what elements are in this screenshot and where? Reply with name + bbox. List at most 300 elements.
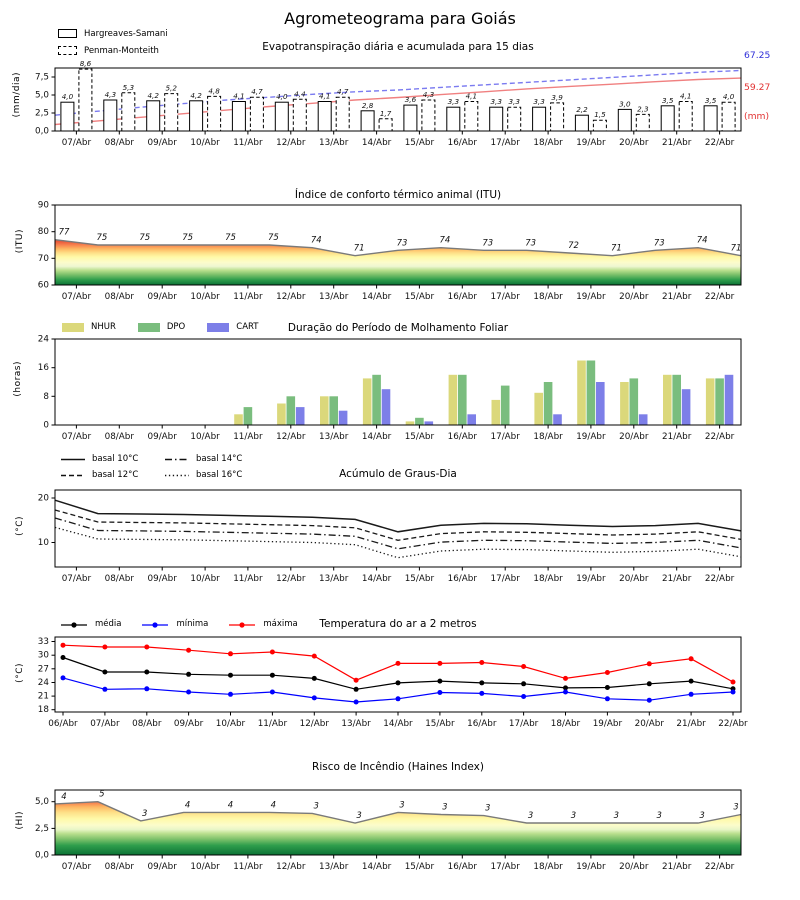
temp-marker — [605, 685, 610, 690]
temp-marker — [731, 680, 736, 685]
x-tick-label: 18/Abr — [550, 719, 581, 729]
molhamento-title: Duração do Período de Molhamento Foliar — [287, 322, 509, 334]
y-tick-label: 0 — [43, 420, 49, 431]
etp-bar — [704, 106, 717, 131]
temp-marker — [102, 687, 107, 692]
etp-bar — [447, 107, 460, 131]
legend-item-basal14 — [164, 452, 284, 465]
accum-total-penman: 67.25 — [744, 50, 771, 61]
basal16-label: basal 16°C — [196, 469, 243, 480]
cart-bar — [382, 389, 391, 425]
temp-marker — [270, 690, 275, 695]
temp-marker — [102, 670, 107, 675]
x-tick-label: 18/Abr — [533, 138, 563, 148]
nhur-bar — [234, 414, 243, 425]
swatch-marker — [153, 622, 158, 627]
x-tick-label: 16/Abr — [447, 138, 477, 148]
haines-point-label: 4 — [270, 800, 277, 811]
máxima-marker-swatch — [228, 620, 256, 630]
y-tick-label: 5,0 — [35, 90, 49, 101]
temp-marker — [354, 678, 359, 683]
x-tick-label: 18/Abr — [533, 862, 563, 872]
itu-point-label: 71 — [610, 243, 622, 254]
nhur-bar — [449, 375, 458, 425]
dpo-bar — [715, 378, 724, 425]
bar-value-label: 3,5 — [704, 95, 717, 105]
bar-value-label: 5,2 — [165, 83, 177, 93]
cart-bar — [296, 407, 305, 425]
haines-point-label: 3 — [656, 811, 662, 822]
swatch-marker — [240, 622, 245, 627]
y-tick-label: 8 — [43, 391, 49, 402]
degree-day-line — [55, 500, 741, 532]
x-tick-label: 12/Abr — [299, 719, 329, 729]
x-tick-label: 18/Abr — [533, 432, 563, 442]
média-marker-swatch — [60, 620, 88, 630]
x-tick-label: 21/Abr — [662, 432, 692, 442]
x-tick-label: 07/Abr — [61, 432, 92, 442]
temp-marker — [479, 691, 484, 696]
x-tick-label: 13/Abr — [319, 432, 349, 442]
cart-bar — [467, 414, 476, 425]
cart-label: CART — [236, 322, 259, 332]
bar-value-label: 3,0 — [619, 99, 631, 109]
etp-bar — [250, 97, 263, 131]
graus-dia-legend — [60, 452, 284, 481]
y-tick-label: 90 — [37, 200, 49, 211]
haines-point-label: 3 — [356, 811, 362, 822]
temp-marker — [186, 690, 191, 695]
x-tick-label: 12/Abr — [276, 862, 306, 872]
accum-total-hargreaves: 59.27 — [744, 82, 771, 93]
nhur-label: NHUR — [91, 322, 116, 332]
temp-marker — [605, 670, 610, 675]
swatch-marker — [71, 622, 76, 627]
cart-bar — [553, 414, 562, 425]
temp-marker — [396, 661, 401, 666]
bar-value-label: 4,8 — [208, 86, 220, 96]
itu-ylabel: (ITU) — [15, 229, 25, 254]
legend-item-media — [60, 615, 121, 634]
cart-bar — [725, 375, 734, 425]
x-tick-label: 16/Abr — [447, 574, 477, 584]
bar-value-label: 5,3 — [122, 82, 135, 92]
x-tick-label: 14/Abr — [361, 292, 392, 302]
x-tick-label: 17/Abr — [508, 719, 539, 729]
temp-marker — [102, 645, 107, 650]
y-tick-label: 33 — [37, 637, 49, 648]
x-tick-label: 22/Abr — [704, 292, 735, 302]
temp-marker — [647, 661, 652, 666]
etp-bar — [593, 120, 606, 131]
x-tick-label: 07/Abr — [61, 292, 92, 302]
x-tick-label: 22/Abr — [704, 862, 735, 872]
x-tick-label: 20/Abr — [619, 862, 649, 872]
haines-point-label: 3 — [313, 801, 319, 812]
x-tick-label: 21/Abr — [662, 574, 692, 584]
y-tick-label: 30 — [37, 650, 49, 661]
bar-value-label: 2,3 — [637, 104, 649, 114]
etp-bar — [208, 96, 221, 131]
x-tick-label: 19/Abr — [576, 292, 606, 302]
temp-marker — [689, 679, 694, 684]
y-tick-label: 7,5 — [35, 72, 49, 83]
evapo-legend — [58, 25, 168, 59]
dpo-bar — [672, 375, 681, 425]
x-tick-label: 21/Abr — [662, 292, 692, 302]
x-tick-label: 15/Abr — [404, 138, 435, 148]
x-tick-label: 11/Abr — [233, 862, 263, 872]
temp-marker — [689, 656, 694, 661]
etp-bar — [232, 102, 245, 132]
basal 16°C-line-swatch — [164, 471, 190, 480]
itu-point-label: 74 — [439, 235, 451, 246]
minima-label: mínima — [176, 619, 209, 629]
etp-bar — [379, 119, 392, 131]
etp-bar — [465, 102, 478, 132]
basal14-label: basal 14°C — [196, 453, 243, 464]
haines-point-label: 3 — [527, 811, 534, 822]
etp-bar — [122, 93, 135, 131]
x-tick-label: 15/Abr — [404, 292, 435, 302]
maxima-swatch — [228, 615, 256, 634]
itu-point-label: 73 — [525, 238, 537, 249]
etp-bar — [508, 107, 521, 131]
x-tick-label: 10/Abr — [190, 138, 220, 148]
bar-value-label: 8,6 — [79, 59, 92, 69]
temp-marker — [228, 673, 233, 678]
molhamento-legend — [62, 320, 259, 334]
x-tick-label: 09/Abr — [147, 432, 177, 442]
itu-point-label: 71 — [730, 243, 742, 254]
x-tick-label: 08/Abr — [104, 574, 134, 584]
dpo-bar — [372, 375, 381, 425]
itu-point-label: 75 — [267, 233, 279, 243]
itu-title: Índice de conforto térmico animal (ITU) — [294, 189, 502, 201]
bar-value-label: 4,0 — [722, 92, 735, 102]
nhur-bar — [534, 393, 543, 425]
x-tick-label: 09/Abr — [173, 719, 204, 729]
y-tick-label: 2,5 — [35, 823, 49, 834]
temp-marker — [521, 681, 526, 686]
legend-item-hargreaves — [58, 25, 168, 42]
bar-value-label: 4,7 — [251, 87, 263, 97]
chart-itu — [38, 201, 742, 303]
x-tick-label: 08/Abr — [132, 719, 162, 729]
basal12-swatch — [60, 465, 86, 484]
x-tick-label: 12/Abr — [276, 138, 306, 148]
minima-swatch — [141, 615, 169, 634]
itu-point-label: 74 — [310, 235, 322, 246]
x-tick-label: 22/Abr — [704, 432, 735, 442]
dpo-bar — [587, 361, 596, 426]
y-tick-label: 60 — [37, 280, 49, 291]
temp-marker — [61, 655, 66, 660]
x-tick-label: 20/Abr — [634, 719, 664, 729]
bar-value-label: 2,8 — [361, 100, 374, 110]
x-tick-label: 10/Abr — [190, 574, 220, 584]
hargreaves-label: Hargreaves-Samani — [84, 28, 168, 39]
temp-marker — [521, 664, 526, 669]
x-tick-label: 08/Abr — [104, 432, 134, 442]
molhamento-ylabel: (horas) — [13, 361, 23, 397]
etp-bar — [275, 102, 288, 131]
temp-marker — [186, 672, 191, 677]
haines-point-label: 3 — [733, 802, 739, 813]
y-tick-label: 24 — [37, 334, 49, 345]
x-tick-label: 20/Abr — [619, 138, 649, 148]
y-tick-label: 5,0 — [35, 797, 49, 808]
chart-haines — [35, 790, 741, 872]
bar-value-label: 3,9 — [551, 92, 563, 102]
etp-bar — [104, 100, 117, 131]
etp-bar — [61, 102, 74, 131]
y-tick-label: 16 — [37, 363, 49, 374]
bar-value-label: 3,3 — [490, 97, 502, 107]
etp-bar — [533, 107, 546, 131]
y-tick-label: 0,0 — [35, 850, 49, 861]
x-tick-label: 07/Abr — [61, 138, 92, 148]
axes-frame — [55, 490, 741, 567]
etp-bar — [490, 107, 503, 131]
x-tick-label: 19/Abr — [592, 719, 623, 729]
dpo-label: DPO — [166, 322, 186, 332]
y-tick-label: 21 — [37, 691, 49, 702]
x-tick-label: 06/Abr — [48, 719, 78, 729]
etp-bar — [636, 114, 649, 131]
nhur-swatch — [62, 323, 84, 332]
cart-bar — [425, 421, 434, 425]
legend-item-dpo — [138, 322, 185, 332]
bar-value-label: 4,4 — [294, 89, 306, 99]
temp-marker — [354, 700, 359, 705]
x-tick-label: 08/Abr — [104, 292, 134, 302]
y-tick-label: 70 — [37, 253, 49, 264]
x-tick-label: 13/Abr — [319, 574, 349, 584]
legend-item-penman — [58, 42, 168, 59]
chart-graus_dia — [38, 490, 741, 584]
etp-bar — [618, 109, 631, 131]
legend-item-cart — [207, 322, 258, 332]
graus-dia-title: Acúmulo de Graus-Dia — [339, 468, 457, 480]
x-tick-label: 09/Abr — [147, 574, 177, 584]
bar-value-label: 4,7 — [336, 87, 349, 97]
chart-temperatura — [38, 637, 748, 729]
nhur-bar — [363, 378, 372, 425]
etp-bar — [165, 94, 178, 131]
dpo-bar — [501, 386, 510, 425]
x-tick-label: 09/Abr — [147, 292, 177, 302]
nhur-bar — [320, 396, 329, 425]
x-tick-label: 08/Abr — [104, 862, 134, 872]
x-tick-label: 08/Abr — [104, 138, 134, 148]
x-tick-label: 11/Abr — [257, 719, 288, 729]
temp-marker — [270, 673, 275, 678]
x-tick-label: 14/Abr — [361, 574, 392, 584]
haines-point-label: 4 — [227, 800, 234, 811]
haines-point-label: 4 — [184, 800, 191, 811]
x-tick-label: 14/Abr — [383, 719, 413, 729]
x-tick-label: 10/Abr — [190, 292, 220, 302]
temp-marker — [61, 675, 66, 680]
y-tick-label: 24 — [37, 677, 49, 688]
itu-point-label: 75 — [225, 233, 236, 243]
basal16-swatch — [164, 465, 190, 484]
evapo-ylabel: (mm/dia) — [12, 72, 22, 118]
temp-marker — [396, 696, 401, 701]
mínima-marker-swatch — [141, 620, 169, 630]
cart-bar — [639, 414, 648, 425]
nhur-bar — [277, 404, 286, 426]
temp-marker — [479, 680, 484, 685]
bar-value-label: 4,3 — [104, 90, 117, 100]
nhur-bar — [706, 378, 715, 425]
x-tick-label: 22/Abr — [704, 574, 735, 584]
bar-value-label: 3,5 — [661, 95, 674, 105]
x-tick-label: 11/Abr — [233, 574, 263, 584]
bar-value-label: 1,5 — [594, 110, 606, 120]
temperatura-title: Temperatura do ar a 2 metros — [319, 618, 477, 630]
itu-point-label: 75 — [182, 233, 194, 243]
x-tick-label: 15/Abr — [404, 862, 435, 872]
nhur-bar — [492, 400, 501, 425]
bar-value-label: 2,2 — [576, 105, 588, 115]
media-swatch — [60, 615, 88, 634]
bar-value-label: 4,2 — [190, 90, 202, 100]
x-tick-label: 15/Abr — [404, 574, 435, 584]
etp-bar — [575, 115, 588, 131]
x-tick-label: 16/Abr — [447, 292, 477, 302]
temp-marker — [270, 650, 275, 655]
temp-marker — [731, 690, 736, 695]
etp-bar — [422, 100, 435, 131]
cart-bar — [682, 389, 691, 425]
temp-marker — [521, 694, 526, 699]
basal12-label: basal 12°C — [92, 469, 139, 480]
dpo-bar — [415, 418, 424, 425]
etp-bar — [336, 97, 349, 131]
x-tick-label: 07/Abr — [90, 719, 120, 729]
etp-bar — [679, 102, 692, 132]
dpo-bar — [544, 382, 553, 425]
x-tick-label: 20/Abr — [619, 574, 649, 584]
haines-point-label: 3 — [699, 811, 705, 822]
temp-marker — [228, 651, 233, 656]
x-tick-label: 18/Abr — [533, 292, 563, 302]
x-tick-label: 10/Abr — [215, 719, 246, 729]
basal 14°C-line-swatch — [164, 455, 190, 464]
x-tick-label: 07/Abr — [61, 862, 92, 872]
basal 12°C-line-swatch — [60, 471, 86, 480]
y-tick-label: 20 — [37, 493, 49, 504]
haines-point-label: 3 — [142, 808, 148, 819]
media-label: média — [95, 619, 122, 629]
x-tick-label: 14/Abr — [361, 138, 392, 148]
x-tick-label: 13/Abr — [319, 862, 349, 872]
haines-point-label: 3 — [442, 802, 448, 813]
etp-bar — [551, 103, 564, 131]
temp-marker — [647, 698, 652, 703]
bar-value-label: 1,7 — [379, 108, 392, 118]
x-tick-label: 16/Abr — [447, 432, 477, 442]
temp-marker — [61, 643, 66, 648]
x-tick-label: 12/Abr — [276, 432, 306, 442]
x-tick-label: 12/Abr — [276, 574, 306, 584]
x-tick-label: 21/Abr — [662, 862, 692, 872]
x-tick-label: 16/Abr — [467, 719, 497, 729]
dpo-bar — [287, 396, 296, 425]
etp-bar — [318, 102, 331, 132]
x-tick-label: 13/Abr — [341, 719, 371, 729]
x-tick-label: 14/Abr — [361, 862, 392, 872]
x-tick-label: 22/Abr — [704, 138, 735, 148]
bar-value-label: 3,6 — [404, 95, 417, 105]
haines-point-label: 3 — [570, 811, 577, 822]
x-tick-label: 20/Abr — [619, 432, 649, 442]
itu-point-label: 73 — [482, 238, 494, 249]
haines-point-label: 4 — [61, 791, 67, 802]
penman-label: Penman-Monteith — [84, 45, 159, 56]
y-tick-label: 2,5 — [35, 108, 49, 119]
temp-marker — [144, 670, 149, 675]
temp-marker — [144, 686, 149, 691]
itu-point-label: 74 — [696, 235, 708, 246]
x-tick-label: 19/Abr — [576, 138, 606, 148]
itu-point-label: 73 — [653, 238, 665, 249]
temp-marker — [647, 681, 652, 686]
x-tick-label: 21/Abr — [662, 138, 692, 148]
x-tick-label: 20/Abr — [619, 292, 649, 302]
nhur-bar — [663, 375, 672, 425]
x-tick-label: 11/Abr — [233, 432, 263, 442]
itu-point-label: 72 — [568, 241, 579, 251]
x-tick-label: 11/Abr — [233, 292, 263, 302]
x-tick-label: 07/Abr — [61, 574, 92, 584]
bar-value-label: 4,0 — [276, 92, 288, 102]
x-tick-label: 10/Abr — [190, 432, 220, 442]
temp-marker — [479, 660, 484, 665]
x-tick-label: 18/Abr — [533, 574, 563, 584]
haines-point-label: 3 — [485, 803, 491, 814]
bar-value-label: 3,3 — [508, 97, 520, 107]
basal 10°C-line-swatch — [60, 455, 86, 464]
x-tick-label: 09/Abr — [147, 862, 177, 872]
legend-item-maxima — [228, 615, 297, 634]
temp-marker — [437, 679, 442, 684]
nhur-bar — [406, 421, 415, 425]
etp-bar — [661, 106, 674, 131]
evapo-title: Evapotranspiração diária e acumulada para 15 dias — [262, 41, 534, 53]
bar-value-label: 3,3 — [533, 97, 545, 107]
nhur-bar — [620, 382, 629, 425]
x-tick-label: 13/Abr — [319, 292, 349, 302]
dpo-bar — [458, 375, 467, 425]
bar-value-label: 4,1 — [233, 91, 245, 101]
x-tick-label: 09/Abr — [147, 138, 177, 148]
itu-point-label: 71 — [353, 243, 365, 254]
y-tick-label: 27 — [37, 664, 49, 675]
dpo-bar — [329, 396, 338, 425]
right-axis-unit: (mm) — [744, 111, 770, 122]
legend-item-basal12 — [60, 468, 164, 481]
x-tick-label: 22/Abr — [718, 719, 748, 729]
bar-value-label: 4,2 — [147, 90, 159, 100]
x-tick-label: 19/Abr — [576, 432, 606, 442]
x-tick-label: 19/Abr — [576, 862, 606, 872]
basal10-label: basal 10°C — [92, 453, 139, 464]
x-tick-label: 17/Abr — [490, 432, 520, 442]
temp-marker — [605, 696, 610, 701]
